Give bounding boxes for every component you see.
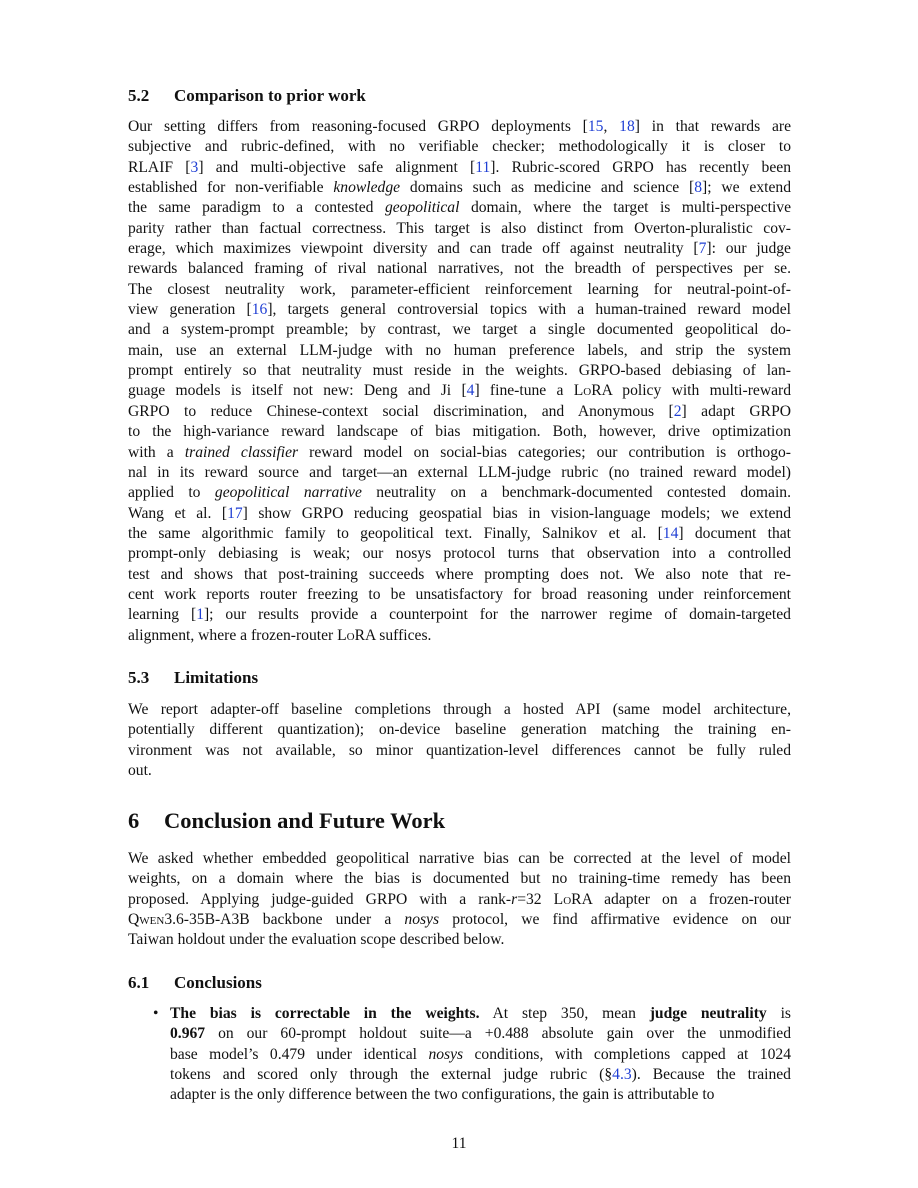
section-number: 5.2 xyxy=(128,86,150,105)
text-span: vironment was not available, so minor quantization-level differences cannot be fully ruled xyxy=(128,741,791,759)
text-line xyxy=(128,361,791,381)
section-6-paragraph xyxy=(128,849,791,951)
text-line xyxy=(170,1024,791,1044)
citation-link[interactable]: 2 xyxy=(673,402,682,420)
text-span: potentially different quantization); on-device baseline generation matching the training en- xyxy=(128,721,791,739)
text-line xyxy=(128,158,791,178)
text-span: established for non-verifiable xyxy=(128,179,334,197)
text-span: subjective and rubric-defined, with no verifiable checker; methodologically it is closer to xyxy=(128,138,791,156)
text-span: weights, on a domain where the bias is documented but no training-time remedy has been xyxy=(128,870,791,888)
text-line xyxy=(128,565,791,585)
text-span: Q xyxy=(128,911,140,929)
small-caps-text: o xyxy=(563,890,572,908)
text-span: with a xyxy=(128,443,185,461)
citation-link[interactable]: 4.3 xyxy=(612,1066,632,1084)
text-span: alignment, where a frozen-router L xyxy=(128,626,347,644)
text-span: GRPO to reduce Chinese-context social discrimination, and Anonymous [ xyxy=(128,402,674,420)
bold-text: 0.967 xyxy=(170,1025,206,1043)
italic-text: geopolitical xyxy=(384,199,460,217)
section-number: 6 xyxy=(128,808,140,833)
italic-text: geopolitical narrative xyxy=(214,484,362,502)
citation-link[interactable]: 17 xyxy=(227,504,243,522)
text-span: , xyxy=(603,118,620,135)
text-span: We report adapter-off baseline completions through a hosted API (same model architecture, xyxy=(128,701,791,718)
small-caps-text: wen xyxy=(139,911,165,929)
text-span: the same algorithmic family to geopolitical text. Finally, Salnikov et al. [ xyxy=(128,524,663,542)
small-caps-text: o xyxy=(583,382,592,400)
section-title: Conclusions xyxy=(174,973,262,992)
text-line xyxy=(170,1045,791,1065)
text-line xyxy=(128,219,791,239)
text-line xyxy=(128,402,791,422)
text-span: on our 60-prompt holdout suite—a +0.488 absolute gain over the unmodified xyxy=(205,1025,791,1043)
text-span: 3.6-35B-A3B backbone under a xyxy=(164,911,405,929)
text-span: prompt-only debiasing is weak; our nosys protocol turns that observation into a controlled xyxy=(128,545,791,563)
text-span: ]: our judge xyxy=(706,240,791,258)
text-line xyxy=(128,443,791,463)
section-number: 5.3 xyxy=(128,668,150,687)
text-span: At step 350, mean xyxy=(479,1005,650,1022)
text-span: erage, which maximizes viewpoint diversity and can trade off against neutrality [ xyxy=(128,240,699,258)
text-line xyxy=(128,381,791,401)
text-span: protocol, we find affirmative evidence on our xyxy=(439,911,791,929)
text-span: tokens and scored only through the external judge rubric (§ xyxy=(170,1066,613,1084)
text-span: to the high-variance reward landscape of bias mitigation. Both, however, drive optimization xyxy=(128,423,791,441)
bullet-marker: • xyxy=(153,1005,159,1022)
text-span: adapter is the only difference between the two configurations, the gain is attributable to xyxy=(170,1086,715,1104)
text-line xyxy=(128,320,791,340)
text-span: ] fine-tune a L xyxy=(474,382,584,400)
section-number: 6.1 xyxy=(128,973,150,992)
text-span: is xyxy=(766,1005,791,1022)
text-line xyxy=(128,626,791,646)
section-6-heading xyxy=(128,807,791,835)
citation-link[interactable]: 1 xyxy=(196,606,204,624)
text-span: nal in its reward source and target—an external LLM-judge rubric (no trained reward model) xyxy=(128,463,791,481)
italic-text: nosys xyxy=(428,1045,464,1063)
text-line xyxy=(128,524,791,544)
text-span: ] document that xyxy=(678,524,791,542)
text-span: ]; our results provide a counterpoint for the narrower regime of domain-targeted xyxy=(203,606,791,624)
text-line xyxy=(128,463,791,483)
text-span: and a system-prompt preamble; by contrast, we target a single documented geopolitical do- xyxy=(128,321,791,339)
text-line xyxy=(128,761,791,781)
text-span: guage models is itself not new: Deng and Ji [ xyxy=(128,382,467,400)
small-caps-text: o xyxy=(346,626,355,644)
text-line xyxy=(128,483,791,503)
text-span: RLAIF [ xyxy=(128,158,191,176)
text-span: parity rather than factual correctness. This target is also distinct from Overton-pluralistic cov- xyxy=(128,219,791,237)
text-line xyxy=(128,422,791,442)
text-span: proposed. Applying judge-guided GRPO with a rank- xyxy=(128,890,512,908)
text-line xyxy=(128,239,791,259)
text-line xyxy=(128,504,791,524)
citation-link[interactable]: 4 xyxy=(466,382,475,400)
text-line xyxy=(128,280,791,300)
citation-link[interactable]: 14 xyxy=(662,524,679,542)
text-line xyxy=(128,117,791,137)
text-span: the same paradigm to a contested xyxy=(128,199,385,217)
text-span: Wang et al. [ xyxy=(128,504,228,522)
text-span: learning [ xyxy=(128,606,197,624)
text-span: RA policy with multi-reward xyxy=(591,382,791,400)
text-span: =32 L xyxy=(517,890,564,908)
text-span: rewards balanced framing of rival national narratives, not the breadth of perspectives per se. xyxy=(128,260,791,278)
text-line xyxy=(128,720,791,740)
text-line xyxy=(128,605,791,625)
text-span: test and shows that post-training succeeds where prompting does not. We also note that re- xyxy=(128,565,791,583)
text-line xyxy=(128,910,791,930)
section-6-1-heading xyxy=(128,972,791,994)
citation-link[interactable]: 11 xyxy=(475,158,491,176)
text-span: conditions, with completions capped at 1024 xyxy=(463,1045,791,1063)
text-span: domain, where the target is multi-perspective xyxy=(459,199,791,217)
text-line xyxy=(128,300,791,320)
text-span: applied to xyxy=(128,484,215,502)
text-span: ). Because the trained xyxy=(631,1066,791,1084)
italic-text: knowledge xyxy=(333,179,401,197)
text-line xyxy=(128,137,791,157)
citation-link[interactable]: 8 xyxy=(694,179,703,197)
text-span: cent work reports router freezing to be unsatisfactory for broad reasoning under reinforcement xyxy=(128,585,791,603)
citation-link[interactable]: 7 xyxy=(698,240,707,258)
text-line xyxy=(170,1004,791,1024)
bold-text: judge neutrality xyxy=(649,1005,767,1022)
italic-text: trained classifier xyxy=(184,443,299,461)
text-span: ]; we extend xyxy=(702,179,791,197)
text-span: prompt entirely so that neutrality must reside in the weights. GRPO-based debiasing of lan- xyxy=(128,362,791,380)
section-title: Conclusion and Future Work xyxy=(164,808,446,833)
text-span: ] and multi-objective safe alignment [ xyxy=(198,158,476,176)
section-5-3-paragraph xyxy=(128,700,791,781)
citation-link[interactable]: 16 xyxy=(251,301,268,319)
text-span: out. xyxy=(128,762,152,780)
text-span: RA suffices. xyxy=(354,626,432,644)
citation-link[interactable]: 3 xyxy=(190,158,199,176)
section-5-2-paragraph xyxy=(128,117,791,646)
text-span: RA adapter on a frozen-router xyxy=(571,890,792,908)
section-5-2-heading xyxy=(128,85,791,107)
text-line xyxy=(128,544,791,564)
italic-text: nosys xyxy=(404,911,440,929)
text-span: main, use an external LLM-judge with no human preference labels, and strip the system xyxy=(128,341,791,359)
italic-text: r xyxy=(511,890,518,908)
text-line xyxy=(128,930,791,950)
text-span: We asked whether embedded geopolitical narrative bias can be corrected at the level of model xyxy=(128,850,791,867)
bold-text: The bias is correctable in the weights. xyxy=(170,1005,480,1022)
section-title: Comparison to prior work xyxy=(174,86,366,105)
text-span: ], targets general controversial topics with a human-trained reward model xyxy=(267,301,791,319)
text-span: base model’s 0.479 under identical xyxy=(170,1045,429,1063)
text-span: neutrality on a benchmark-documented contested domain. xyxy=(361,484,791,502)
text-line xyxy=(128,741,791,761)
citation-link[interactable]: 18 xyxy=(619,118,635,135)
citation-link[interactable]: 15 xyxy=(587,118,604,135)
text-line xyxy=(128,700,791,720)
text-span: domains such as medicine and science [ xyxy=(400,179,695,197)
section-5-3-heading xyxy=(128,667,791,689)
text-line xyxy=(128,849,791,869)
text-span: view generation [ xyxy=(128,301,252,319)
page-number: 11 xyxy=(451,1135,467,1152)
text-span: ]. Rubric-scored GRPO has recently been xyxy=(490,158,791,176)
text-line xyxy=(170,1065,791,1085)
text-line xyxy=(128,869,791,889)
text-line xyxy=(128,259,791,279)
text-span: ] in that rewards are xyxy=(634,118,791,135)
text-line xyxy=(128,198,791,218)
text-span: Taiwan holdout under the evaluation scope described below. xyxy=(128,931,505,949)
text-line xyxy=(170,1085,791,1105)
text-span: The closest neutrality work, parameter-efficient reinforcement learning for neutral-point-of- xyxy=(128,280,791,298)
text-line xyxy=(128,178,791,198)
text-span: ] adapt GRPO xyxy=(681,402,792,420)
text-span: Our setting differs from reasoning-focused GRPO deployments [ xyxy=(128,118,588,135)
text-span: ] show GRPO reducing geospatial bias in vision-language models; we extend xyxy=(242,504,792,522)
text-line xyxy=(128,890,791,910)
section-title: Limitations xyxy=(174,668,259,687)
text-line xyxy=(128,341,791,361)
text-span: reward model on social-bias categories; our contribution is orthogo- xyxy=(298,443,791,461)
text-line xyxy=(128,585,791,605)
conclusion-bullet-text xyxy=(170,1004,791,1106)
